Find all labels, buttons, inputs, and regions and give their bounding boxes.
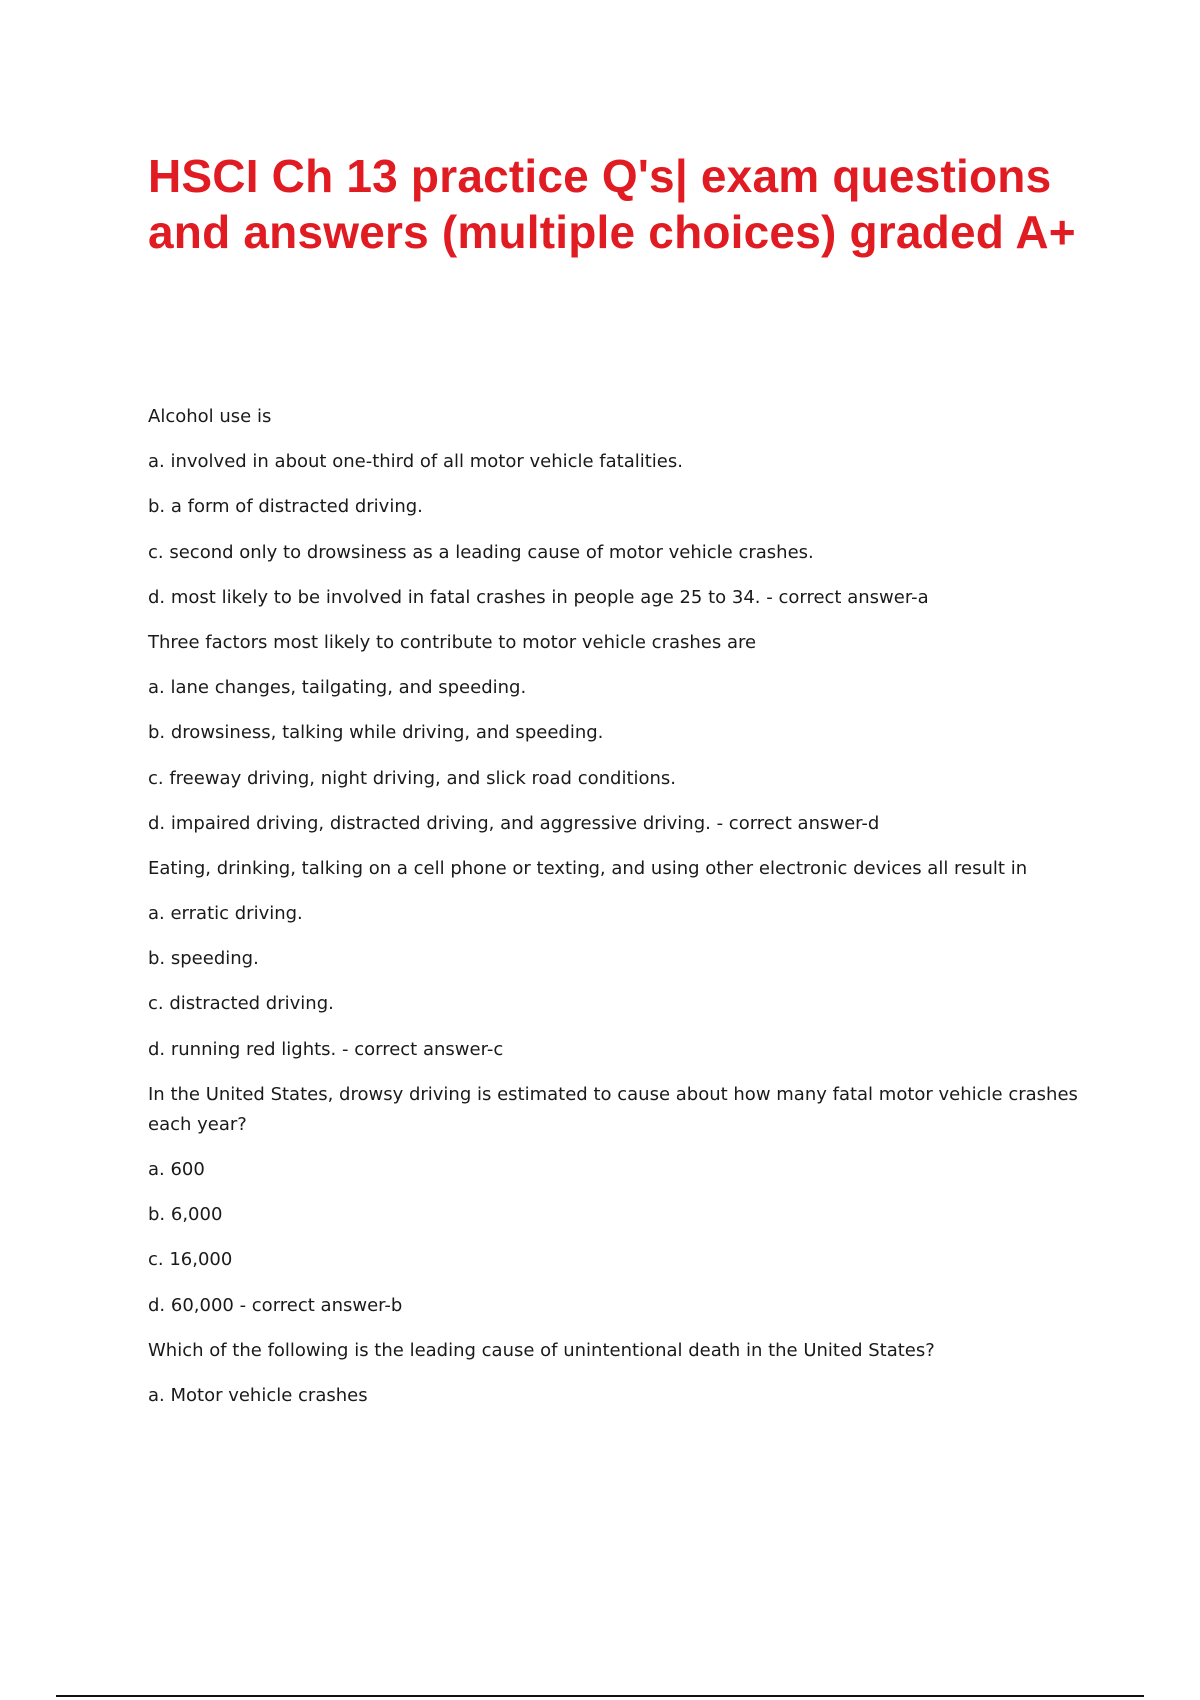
question-4-option-b: b. 6,000 — [148, 1204, 223, 1226]
question-2-option-a: a. lane changes, tailgating, and speeding. — [148, 677, 527, 699]
question-5-option-a: a. Motor vehicle crashes — [148, 1384, 368, 1406]
question-1-option-d: d. most likely to be involved in fatal crashes in people age 25 to 34. - correct answer-a — [148, 586, 929, 608]
question-1-option-c: c. second only to drowsiness as a leading cause of motor vehicle crashes. — [148, 541, 814, 563]
question-3-option-a: a. erratic driving. — [148, 903, 303, 925]
question-3-option-d: d. running red lights. - correct answer-c — [148, 1038, 504, 1060]
question-4-option-a: a. 600 — [148, 1159, 205, 1180]
document-title: HSCI Ch 13 practice Q's| exam questions and answers (multiple choices) graded A+ — [148, 150, 1076, 258]
question-2-stem: Three factors most likely to contribute to motor vehicle crashes are — [148, 631, 757, 653]
question-3-option-c: c. distracted driving. — [148, 993, 334, 1015]
document-body — [148, 402, 1088, 1426]
question-5-stem: Which of the following is the leading cause of unintentional death in the United States? — [148, 1339, 935, 1361]
question-1-option-a: a. involved in about one-third of all motor vehicle fatalities. — [148, 451, 683, 473]
question-3-stem: Eating, drinking, talking on a cell phone or texting, and using other electronic devices all result in — [148, 857, 1028, 879]
question-4-stem: In the United States, drowsy driving is estimated to cause about how many fatal motor vehicle crashes each year? — [148, 1083, 1078, 1135]
question-2-option-b: b. drowsiness, talking while driving, and speeding. — [148, 722, 604, 744]
question-2-option-d: d. impaired driving, distracted driving, and aggressive driving. - correct answer-d — [148, 812, 880, 834]
question-2-option-c: c. freeway driving, night driving, and slick road conditions. — [148, 767, 677, 789]
question-1-stem: Alcohol use is — [148, 406, 272, 427]
page-bottom-divider — [56, 1695, 1144, 1697]
question-4-option-c: c. 16,000 — [148, 1249, 233, 1271]
question-1-option-b: b. a form of distracted driving. — [148, 496, 423, 518]
question-3-option-b: b. speeding. — [148, 948, 259, 970]
question-4-option-d: d. 60,000 - correct answer-b — [148, 1294, 403, 1316]
